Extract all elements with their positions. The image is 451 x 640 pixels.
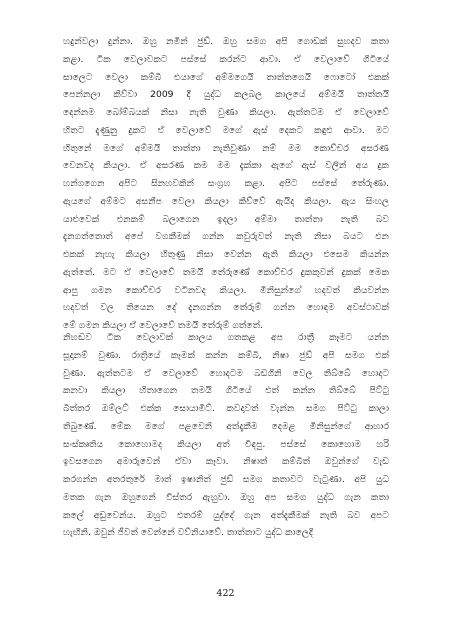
text-line: සංස්කෘතිය කොහොමද කියලා අත් විඳපු. පස්සේ කොහොම හරි bbox=[63, 438, 389, 450]
text-line: කලේ අඩුවෙන්ය. ඔහුට එතරම් යුද්දේ ගැන අත්දැකීමක් නැති බව අපට bbox=[63, 509, 389, 521]
text-line: පෙන්නලා කිව්වා 2009 දී යුද්ධ කලබල කාලයේ අම්මයි තාත්තයි bbox=[63, 89, 389, 101]
text-line: ඇයගේ අම්මට අසනීප වෙලා කියලා කිව්වේ ඇයිද කියලා. ඇය සිංහල bbox=[63, 195, 389, 207]
page-number: 422 bbox=[216, 588, 235, 599]
text-line: හදවත් වල තියෙන දේ දැනගන්න තේරුම් ගන්න හොඳම අවස්ථාවක් bbox=[63, 302, 389, 314]
text-line: මේ ගමන කියලා ඒ වෙලාවේ තමයි තේරුම් ගත්තේ. bbox=[63, 320, 263, 331]
text-line: දැනගත්තොත් අපේ වගකීමක් ගන්න කවුරුවත් නැති නිසා බයට එන bbox=[63, 231, 389, 243]
text-line: සූදානම් වුණා. රාත්‍රියේ කෑමක් කන්න කම්බි, නිෂා ජුඩ් අපි සමග එක් bbox=[63, 349, 389, 361]
text-line: කළා. ටික වෙලාවකට පස්සේ කරන්ට ආවා. ඒ වෙලාවේ ගිටියේ bbox=[63, 53, 389, 65]
text-line: ඇත්තේ. මට ඒ වෙලාවේ තමයි තේරුණේ කොච්චර දුකකුවන් දුකක් මෙක bbox=[63, 266, 389, 278]
text-line: හිතට දැණුනු දුකට ඒ වෙලාවේ මගේ ඇස් දෙකට කඳුළු ආවා. මට bbox=[63, 124, 389, 136]
paragraph-1 bbox=[63, 33, 389, 335]
text-line: කනවා කියලා හිතාගෙන තමයි ගිටියේ එත් කන්න තිබ්බේ පිට්ටු bbox=[63, 385, 389, 397]
text-line: යාළුවෙක් එනකම් බලාගෙන ඉදලා අම්මා තාත්තා නැති බව bbox=[63, 213, 389, 225]
text-line: මතක ගැන ඔහුගෙන් විස්තර ඇහුවා. ඔහු අප සමග යුද්ධ ගැන කතා bbox=[63, 491, 389, 503]
text-line: කරගන්න අතරතුරේ මාත් ඉෂානිත් ජුඩ් සමග කතාවට වැටුණා. අපි යුධ bbox=[63, 474, 389, 485]
text-line: එකක් නැහැ කියලා හිතුණු නිසා වෙන්න ඇති කියලා එසෙම කියන්න bbox=[63, 249, 389, 260]
text-line: ඉවසගෙන අමාරුවෙන් ඒවා කෑවා. නිෂාත් කම්බිත් ඔවුන්ගේ වැඩ bbox=[63, 456, 389, 468]
text-line: වෙනවද කියලා. ඒ අසරණ කම මම දැක්කා ඇගේ ඇස් වලින් අය දුක bbox=[63, 160, 389, 172]
text-line: ආපු ගමන කොච්චර වටිනවද කියලා. මිනිසුන්ගේ හදවත් කියවන්න bbox=[63, 284, 389, 296]
text-line: හන්ගගෙන අපිට සිනහවකින් සංග්‍රහ කළා. අපිට පස්සේ තේරුණා. bbox=[63, 178, 389, 189]
text-line: බිත්තර ඔම්ලට් එක්ක සොයාමීට්. කවදාවත් වැන්න සමග පිට්ටු කාලා bbox=[63, 403, 389, 414]
paragraph-2 bbox=[63, 329, 389, 542]
text-line: හැඟිනි. ඔවුන් ජීවත් වෙන්නේ වව්නියාවේ. තාත්තාට යුද්ධ කාලෙදි bbox=[63, 527, 313, 539]
text-line: හදුන්වලා දුන්නා. ඔහු නමින් ජුඩ්. ඔහු සමග අපි ගොඩක් සුහදව කතා bbox=[63, 36, 389, 47]
text-line: හිතුනේ මගේ අම්මයි තාත්තා නැතිවුණා නම් මම කොච්චර අසරණ bbox=[63, 142, 389, 154]
text-line: සාලෙට වෙලා කම්බි එයාගේ අම්මගෙයි තාත්තගෙයි ෆොටෝ එකක් bbox=[63, 71, 389, 83]
text-line: තිබුණේ. මේක මගේ පළවෙනි අත්දැකීම දෙමළ මිනිසුන්ගේ ආහාර bbox=[63, 420, 389, 432]
text-line: දෙන්නම බෝම්බයක් නිසා නැති වුණා කියලා. ඇත්තටම ඒ වෙලාවේ bbox=[63, 107, 389, 118]
text-line: නිහඬව ටික වෙලාවක් කාලය ගතකළ අප රාත්‍රී කෑමට යන්න bbox=[63, 332, 389, 343]
text-line: වුණා. ඇත්තටම ඒ වෙලාවේ හොදටම බඩගිනි වෙල තිබ්බේ හොදට bbox=[63, 367, 389, 379]
